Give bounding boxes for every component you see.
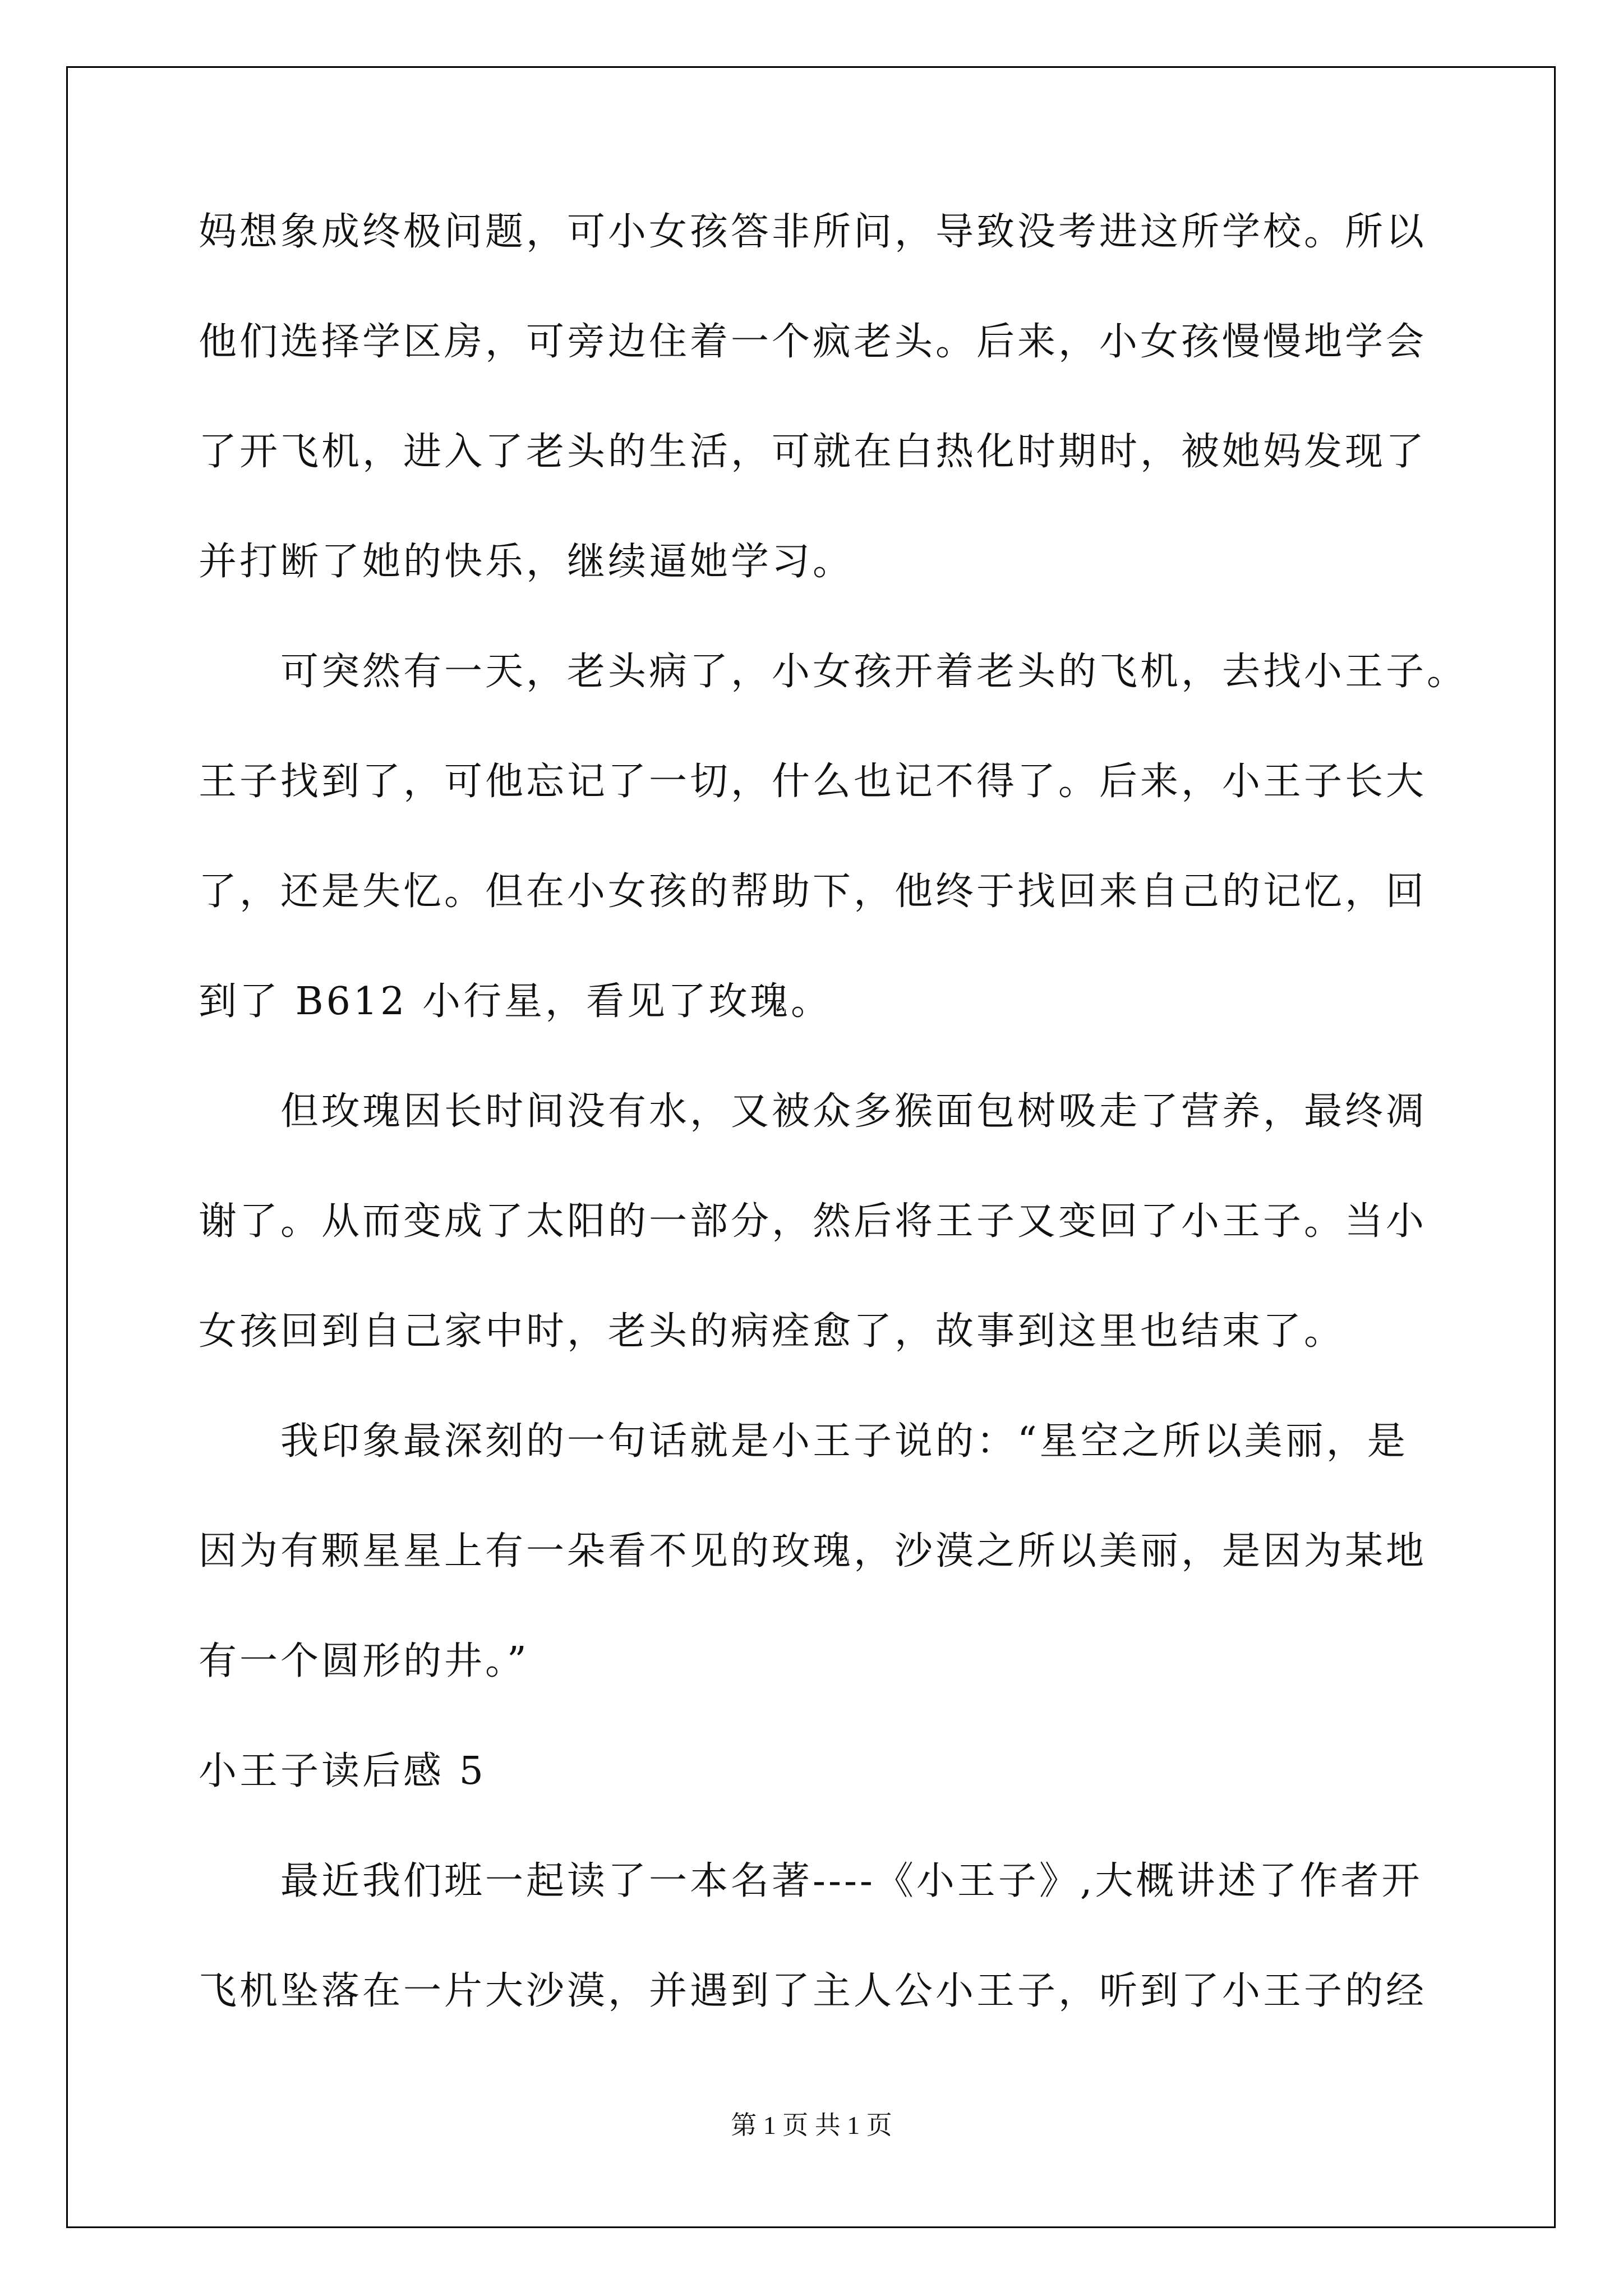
paragraph-start-line: 可突然有一天，老头病了，小女孩开着老头的飞机，去找小王子。: [280, 650, 1468, 694]
paragraph-start-line: 但玫瑰因长时间没有水，又被众多猴面包树吸走了营养，最终凋: [280, 1089, 1427, 1134]
text-line: 因为有颗星星上有一朵看不见的玫瑰，沙漠之所以美丽，是因为某地: [199, 1529, 1427, 1573]
text-line: 王子找到了，可他忘记了一切，什么也记不得了。后来，小王子长大: [199, 760, 1427, 804]
text-line: 飞机坠落在一片大沙漠，并遇到了主人公小王子，听到了小王子的经: [199, 1969, 1427, 2013]
text-line: 有一个圆形的井。”: [199, 1639, 529, 1683]
text-line: 到了 B612 小行星，看见了玫瑰。: [199, 979, 832, 1024]
page-number-footer: 第 1 页 共 1 页: [731, 2111, 892, 2139]
paragraph-start-line: 最近我们班一起读了一本名著----《小王子》,大概讲述了作者开: [280, 1859, 1423, 1903]
text-line: 妈想象成终极问题，可小女孩答非所问，导致没考进这所学校。所以: [199, 210, 1427, 254]
text-line: 了开飞机，进入了老头的生活，可就在白热化时期时，被她妈发现了: [199, 430, 1427, 474]
text-line: 女孩回到自己家中时，老头的病痊愈了，故事到这里也结束了。: [199, 1309, 1345, 1354]
text-line: 他们选择学区房，可旁边住着一个疯老头。后来，小女孩慢慢地学会: [199, 320, 1427, 364]
text-line: 谢了。从而变成了太阳的一部分，然后将王子又变回了小王子。当小: [199, 1199, 1427, 1244]
text-line: 了，还是失忆。但在小女孩的帮助下，他终于找回来自己的记忆，回: [199, 869, 1427, 914]
section-heading: 小王子读后感 5: [199, 1749, 486, 1793]
paragraph-start-line: 我印象最深刻的一句话就是小王子说的：“星空之所以美丽，是: [280, 1419, 1408, 1464]
text-line: 并打断了她的快乐，继续逼她学习。: [199, 540, 854, 584]
document-body: [199, 210, 1468, 2082]
